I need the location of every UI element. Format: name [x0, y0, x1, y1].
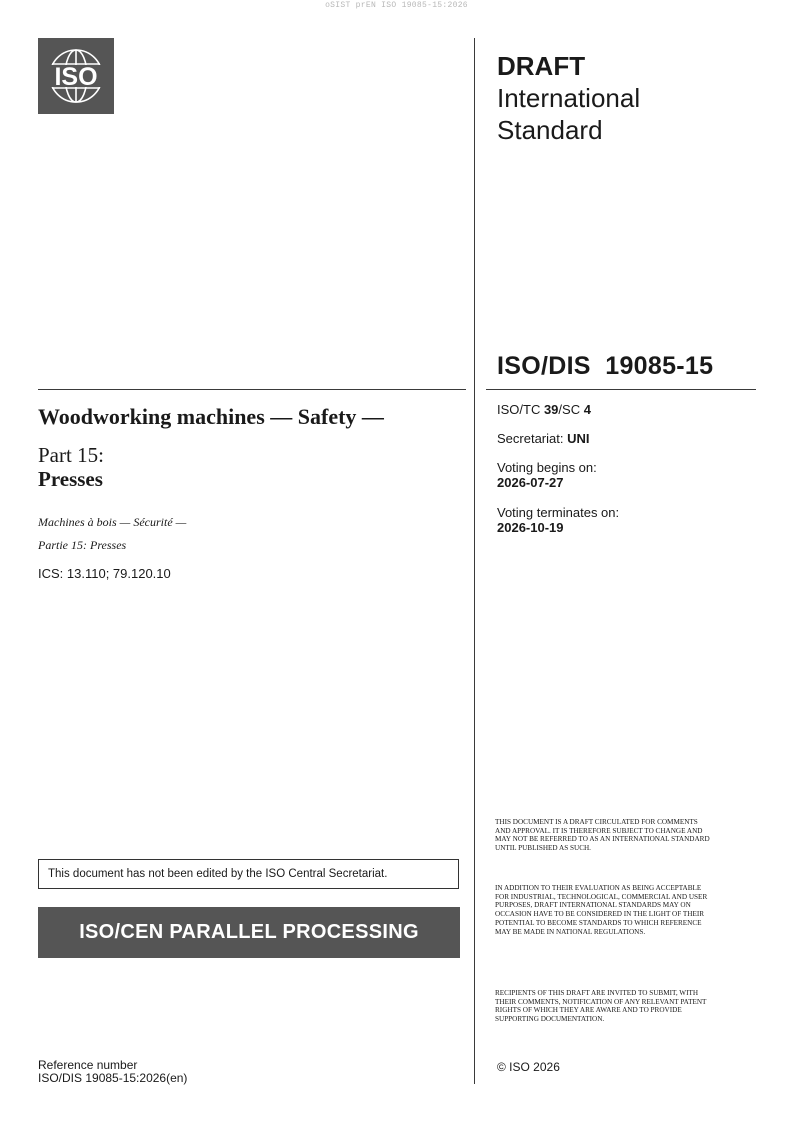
watermark: oSIST prEN ISO 19085-15:2026 — [325, 1, 468, 10]
committee — [497, 402, 591, 417]
main-title: Woodworking machines — Safety — — [38, 404, 384, 429]
vertical-divider — [474, 38, 475, 1084]
secretariat-value: UNI — [567, 431, 590, 446]
type-line-2: Standard — [497, 115, 603, 145]
reference-label: Reference number — [38, 1058, 138, 1072]
draft-label: DRAFT — [497, 51, 586, 81]
committee-tc: 39 — [543, 402, 559, 417]
iso-globe-icon — [38, 38, 114, 114]
draft-notice-paragraph-3: RECIPIENTS OF THIS DRAFT ARE INVITED TO SUBMIT, WITH THEIR COMMENTS, NOTIFICATION OF ANY RELEVANT PATENT RIGHTS OF WHICH THEY ARE AWARE AND TO PROVIDE SUPPORTING DOCUMENTATION. — [495, 989, 707, 1024]
voting-terminates-label: Voting terminates on: — [497, 505, 620, 520]
french-title-line-1: Machines à bois — Sécurité — — [38, 515, 187, 529]
part-label: Part 15: — [38, 443, 104, 467]
horizontal-divider-right — [486, 389, 756, 390]
voting-terminates-date: 2026-10-19 — [497, 520, 564, 535]
part-title: Presses — [38, 467, 103, 491]
parallel-processing-banner: ISO/CEN PARALLEL PROCESSING — [38, 907, 460, 958]
reference-value: ISO/DIS 19085-15:2026(en) — [38, 1071, 188, 1085]
draft-notice-paragraph-1: THIS DOCUMENT IS A DRAFT CIRCULATED FOR COMMENTS AND APPROVAL. IT IS THEREFORE SUBJECT TO CHANGE AND MAY NOT BE REFERRED TO AS AN INTERNATIONAL STANDARD UNTIL PUBLISHED AS SUCH. — [495, 818, 710, 853]
type-line-1: International — [497, 83, 641, 113]
horizontal-divider-left — [38, 389, 466, 390]
reference-number — [38, 1059, 187, 1085]
voting-terminates — [497, 505, 619, 535]
french-title — [38, 511, 186, 557]
draft-notice-paragraph-2: IN ADDITION TO THEIR EVALUATION AS BEING ACCEPTABLE FOR INDUSTRIAL, TECHNOLOGICAL, COMMERCIAL AND USER PURPOSES, DRAFT INTERNATIONAL STANDARDS MAY ON OCCASION HAVE TO BE CONSIDERED IN THE LIGHT OF THEIR POTENTIAL TO BECOME STANDARDS TO WHICH REFERENCE MAY BE MADE IN NATIONAL REGULATIONS. — [495, 884, 708, 936]
voting-begins — [497, 460, 597, 490]
voting-begins-label: Voting begins on: — [497, 460, 597, 475]
logo-text: ISO — [54, 63, 98, 91]
ics-codes: ICS: 13.110; 79.120.10 — [38, 566, 171, 581]
document-id: ISO/DIS 19085-15 — [497, 352, 714, 380]
french-title-line-2: Partie 15: Presses — [38, 538, 127, 552]
committee-prefix: ISO/TC — [497, 402, 544, 417]
voting-begins-date: 2026-07-27 — [497, 475, 564, 490]
document-type-heading — [497, 50, 640, 146]
committee-mid: /SC — [558, 402, 584, 417]
secretariat-label: Secretariat: — [497, 431, 568, 446]
not-edited-notice: This document has not been edited by the ISO Central Secretariat. — [38, 859, 459, 889]
copyright: © ISO 2026 — [497, 1060, 560, 1074]
secretariat — [497, 431, 589, 446]
committee-sc: 4 — [583, 402, 591, 417]
iso-logo — [38, 38, 114, 114]
